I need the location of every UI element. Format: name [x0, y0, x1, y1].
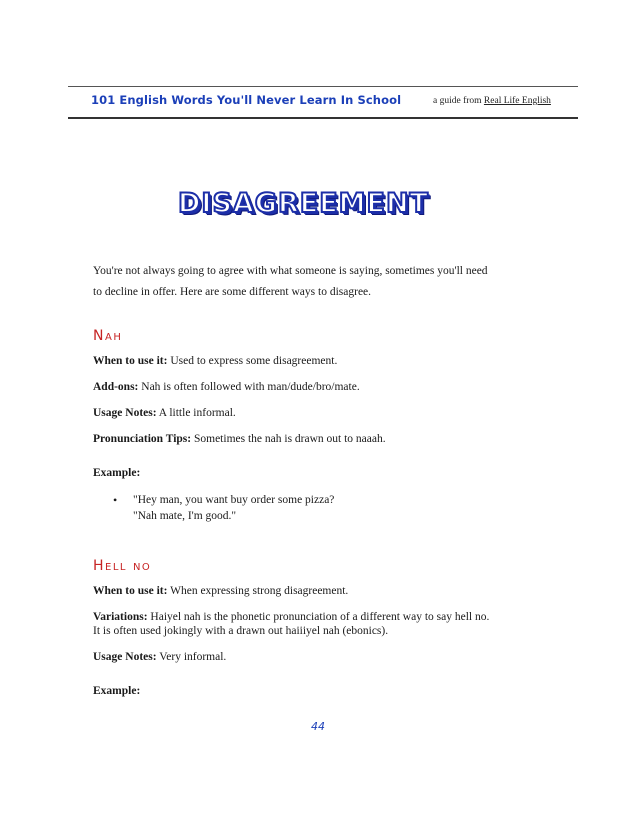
bullet-icon: •	[113, 493, 118, 507]
hellno-usage-text: Very informal.	[156, 651, 227, 663]
guide-credit-prefix: a guide from	[433, 96, 484, 106]
page-number: 44	[311, 720, 325, 733]
nah-addons-label: Add-ons:	[93, 381, 139, 393]
nah-example-line-2: "Nah mate, I'm good."	[133, 510, 237, 522]
header-top-rule	[68, 86, 578, 87]
real-life-english-link[interactable]: Real Life English	[483, 96, 551, 106]
section-title-nah: Nah	[93, 328, 123, 344]
hellno-variations-text-1: Haiyel nah is the phonetic pronunciation of a different way to say hell no.	[147, 611, 490, 623]
hellno-when-text: When expressing strong disagreement.	[167, 585, 349, 597]
hellno-usage-label: Usage Notes:	[93, 651, 157, 663]
nah-usage-label: Usage Notes:	[93, 407, 157, 419]
nah-usage-text: A little informal.	[156, 407, 236, 419]
section-title-hell-no: Hell no	[93, 558, 152, 574]
nah-when-label: When to use it:	[93, 355, 168, 367]
nah-example-label: Example:	[93, 467, 141, 479]
hellno-example-label: Example:	[93, 685, 141, 697]
guide-credit	[433, 96, 551, 106]
nah-usage	[93, 407, 236, 420]
chapter-title: DISAGREEMENT	[178, 188, 429, 219]
hellno-variations-2: It is often used jokingly with a drawn out haiiiyel nah (ebonics).	[93, 625, 389, 637]
nah-pron-text: Sometimes the nah is drawn out to naaah.	[191, 433, 386, 445]
nah-pronunciation	[93, 433, 386, 446]
nah-when-text: Used to express some disagreement.	[167, 355, 338, 367]
nah-example-line-1: "Hey man, you want buy order some pizza?	[133, 494, 335, 506]
hellno-variations-1	[93, 611, 489, 624]
hellno-usage	[93, 651, 226, 664]
nah-when	[93, 355, 337, 368]
nah-addons-text: Nah is often followed with man/dude/bro/mate.	[138, 381, 360, 393]
hellno-when	[93, 585, 348, 598]
hellno-when-label: When to use it:	[93, 585, 168, 597]
intro-line-2: to decline in offer. Here are some different ways to disagree.	[93, 286, 372, 298]
header-bottom-rule	[68, 117, 578, 119]
book-title: 101 English Words You'll Never Learn In School	[91, 93, 402, 107]
hellno-variations-label: Variations:	[93, 611, 148, 623]
nah-addons	[93, 381, 360, 394]
intro-line-1: You're not always going to agree with what someone is saying, sometimes you'll need	[93, 265, 488, 277]
nah-pron-label: Pronunciation Tips:	[93, 433, 192, 445]
